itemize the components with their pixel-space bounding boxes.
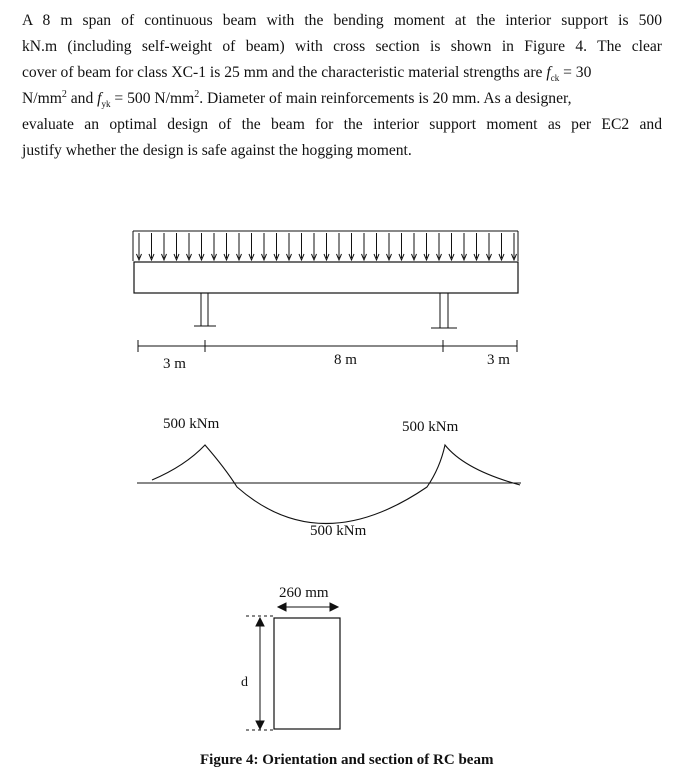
figure-caption: Figure 4: Orientation and section of RC beam bbox=[200, 752, 494, 768]
section-width-label: 260 mm bbox=[279, 585, 329, 601]
fck-value: = 30 bbox=[559, 64, 592, 81]
width-arrow-left bbox=[278, 603, 286, 611]
moment-label-right: 500 kNm bbox=[402, 419, 459, 435]
question-line-6: justify whether the design is safe against the hogging moment. bbox=[22, 142, 412, 159]
section-rect bbox=[274, 618, 340, 729]
section-depth-label: d bbox=[241, 675, 248, 690]
and-text: and bbox=[66, 90, 98, 107]
fck-subscript: ck bbox=[550, 73, 560, 84]
width-arrow-right bbox=[330, 603, 338, 611]
question-line-3-text: cover of beam for class XC-1 is 25 mm and the characteristic material strengths are bbox=[22, 64, 543, 81]
depth-arrow-bottom bbox=[256, 721, 264, 729]
beam-body bbox=[134, 262, 518, 293]
fyk-subscript: yk bbox=[101, 99, 111, 110]
unit-nmm2: N/mm bbox=[22, 90, 62, 107]
question-line-1: A 8 m span of continuous beam with the bending moment at the interior support is 500 bbox=[22, 12, 662, 29]
right-support bbox=[431, 293, 457, 328]
moment-label-mid: 500 kNm bbox=[310, 523, 367, 539]
question-line-5: evaluate an optimal design of the beam for the interior support moment as per EC2 and bbox=[22, 116, 662, 133]
dim-label-right: 3 m bbox=[487, 352, 510, 368]
depth-arrow-top bbox=[256, 618, 264, 626]
left-support bbox=[194, 293, 216, 326]
line-4-rest: . Diameter of main reinforcements is 20 mm. As a designer, bbox=[199, 90, 572, 107]
bmd-curve bbox=[152, 445, 520, 524]
superscript-2: 2 bbox=[61, 88, 67, 100]
question-line-2: kN.m (including self-weight of beam) with cross section is shown in Figure 4. The clear bbox=[22, 38, 662, 55]
superscript-2b: 2 bbox=[194, 88, 200, 100]
fyk-symbol: f bbox=[97, 90, 102, 107]
fck-symbol: f bbox=[546, 64, 551, 81]
fyk-value: = 500 N/mm bbox=[110, 90, 195, 107]
moment-label-left: 500 kNm bbox=[163, 416, 220, 432]
dim-label-left: 3 m bbox=[163, 356, 186, 372]
distributed-load-arrows bbox=[137, 233, 517, 260]
dim-label-mid: 8 m bbox=[334, 352, 357, 368]
